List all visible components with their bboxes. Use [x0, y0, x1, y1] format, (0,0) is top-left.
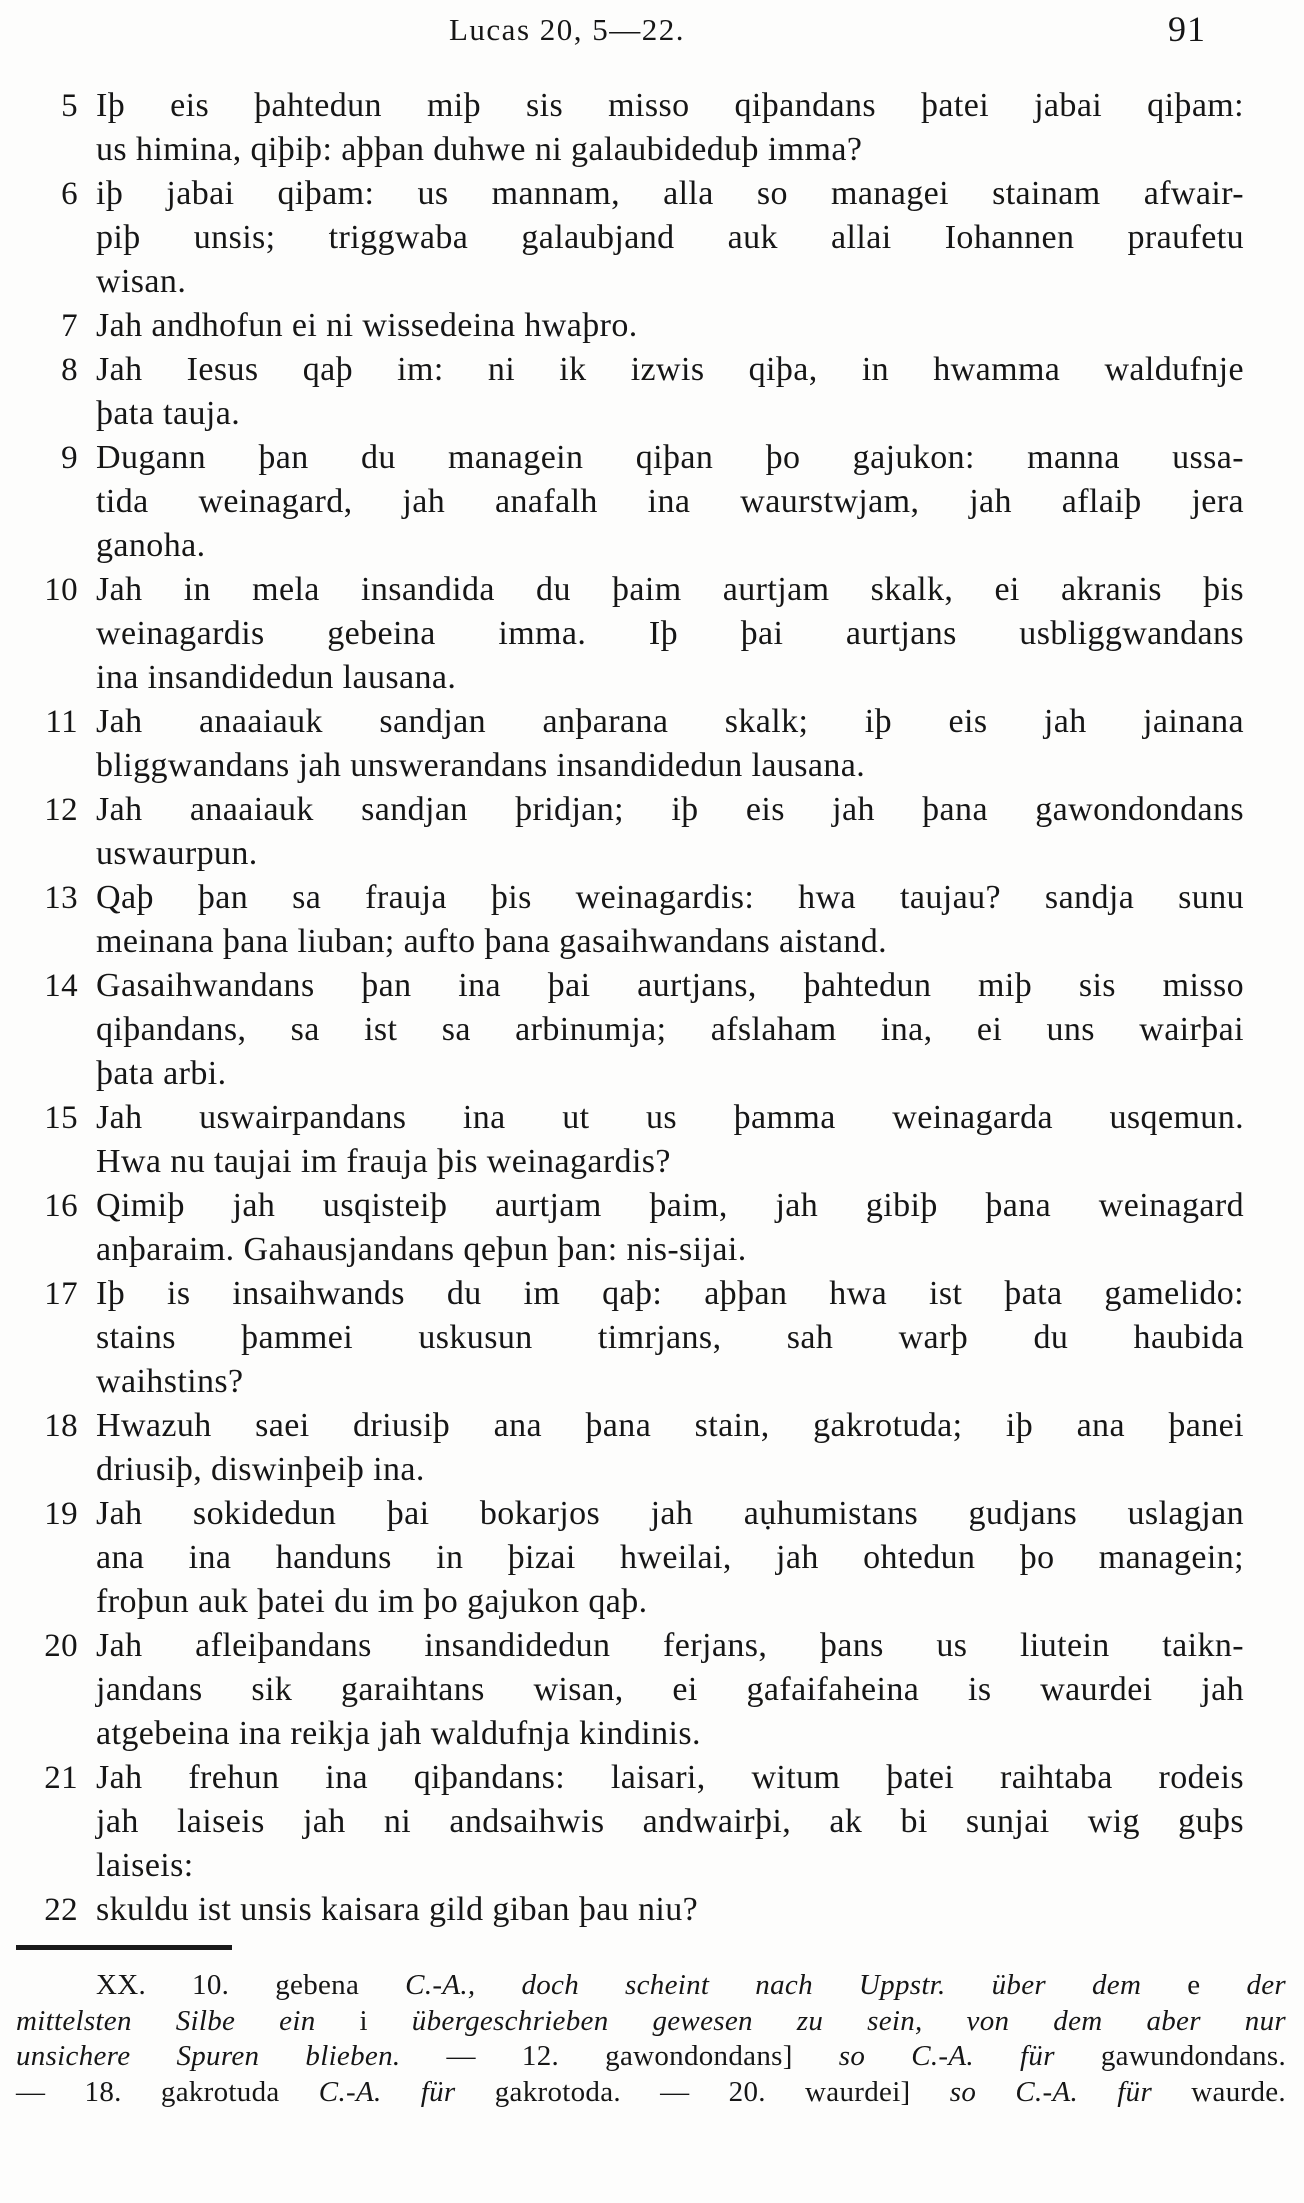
footnote-italic-segment: mittelsten Silbe ein	[16, 2004, 360, 2037]
verse-text	[96, 1404, 1244, 1492]
verse-number: 21	[44, 1760, 78, 1796]
verse-line: Qaþ þan sa frauja þis weinagardis: hwa taujau? sandja sunu	[96, 879, 1244, 916]
verse-number: 6	[61, 176, 78, 212]
verse-line: jandans sik garaihtans wisan, ei gafaifaheina is waurdei jah	[96, 1671, 1244, 1708]
verse-row	[22, 1888, 1244, 1932]
verse-text	[96, 876, 1244, 964]
verse-line: þata arbi.	[96, 1055, 227, 1092]
verse-row	[22, 348, 1244, 436]
verse-text	[96, 964, 1244, 1096]
verse-number: 19	[44, 1496, 78, 1532]
footnote-apparatus-block	[16, 1968, 1286, 2110]
verse-line: Jah anaaiauk sandjan þridjan; iþ eis jah þana gawondondans	[96, 791, 1244, 828]
verse-text	[96, 304, 1244, 348]
verse-line: Hwa nu taujai im frauja þis weinagardis?	[96, 1143, 671, 1180]
verse-line: weinagardis gebeina imma. Iþ þai aurtjans usbliggwandans	[96, 615, 1244, 652]
verse-row	[22, 304, 1244, 348]
verse-text	[96, 1624, 1244, 1756]
verse-line: qiþandans, sa ist sa arbinumja; afslaham ina, ei uns wairþai	[96, 1011, 1244, 1048]
page-heading: Lucas 20, 5—22.	[448, 12, 686, 47]
verse-row	[22, 1272, 1244, 1404]
footnote-roman-segment: — 12. gawondondans]	[400, 2040, 839, 2072]
verse-line: wisan.	[96, 263, 187, 300]
verse-number: 17	[44, 1276, 78, 1312]
footnote-line	[16, 2004, 1286, 2040]
footnote-roman-segment: — 18. gakrotuda	[16, 2075, 319, 2108]
verse-number: 16	[44, 1188, 78, 1224]
verse-line: atgebeina ina reikja jah waldufnja kindinis.	[96, 1715, 701, 1752]
verse-number: 11	[45, 704, 78, 740]
verse-line: Jah frehun ina qiþandans: laisari, witum þatei raihtaba rodeis	[96, 1759, 1244, 1796]
verse-line: Jah Iesus qaþ im: ni ik izwis qiþa, in hwamma waldufnje	[96, 351, 1244, 388]
verse-text	[96, 1756, 1244, 1888]
verse-line: laiseis:	[96, 1847, 194, 1884]
verse-row	[22, 1756, 1244, 1888]
verse-line: us himina, qiþiþ: aþþan duhwe ni galaubideduþ imma?	[96, 131, 863, 168]
verse-line: Iþ eis þahtedun miþ sis misso qiþandans þatei jabai qiþam:	[96, 87, 1244, 124]
verse-line: bliggwandans jah unswerandans insandidedun lausana.	[96, 747, 866, 784]
verse-line: Jah uswairpandans ina ut us þamma weinagarda usqemun.	[96, 1099, 1244, 1136]
verse-line: jah laiseis jah ni andsaihwis andwairþi, ak bi sunjai wig guþs	[96, 1803, 1244, 1840]
verse-line: Dugann þan du managein qiþan þo gajukon: manna ussa-	[96, 439, 1244, 476]
footnote-roman-segment: e	[1187, 1969, 1247, 2001]
footnote-line	[16, 2075, 1286, 2111]
footnote-italic-segment: C.-A. für	[318, 2075, 495, 2108]
footnote-italic-segment: so C.-A. für	[838, 2040, 1101, 2072]
verse-line: Jah afleiþandans insandidedun ferjans, þans us liutein taikn-	[96, 1627, 1244, 1664]
verse-line: ganoha.	[96, 527, 206, 564]
verse-row	[22, 84, 1244, 172]
verse-line: piþ unsis; triggwaba galaubjand auk allai Iohannen praufetu	[96, 219, 1244, 256]
verse-line: meinana þana liuban; aufto þana gasaihwandans aistand.	[96, 923, 888, 960]
verse-number: 7	[61, 308, 78, 344]
verse-row	[22, 1492, 1244, 1624]
verse-line: skuldu ist unsis kaisara gild giban þau niu?	[96, 1891, 699, 1928]
verse-number: 12	[44, 792, 78, 828]
verse-line: anþaraim. Gahausjandans qeþun þan: nis-sijai.	[96, 1231, 747, 1268]
verse-row	[22, 876, 1244, 964]
verse-row	[22, 1184, 1244, 1272]
verse-number: 14	[44, 968, 78, 1004]
verse-row	[22, 568, 1244, 700]
footnote-roman-segment: XX. 10. gebena	[96, 1969, 406, 2001]
verse-row	[22, 964, 1244, 1096]
footnote-italic-segment: C.-A., doch scheint nach Uppstr. über dem	[405, 1969, 1188, 2001]
footnote-italic-segment: unsichere Spuren blieben.	[16, 2040, 401, 2072]
verse-row	[22, 1404, 1244, 1492]
footnote-italic-segment: so C.-A. für	[949, 2075, 1192, 2108]
verse-line: tida weinagard, jah anafalh ina waurstwjam, jah aflaiþ jera	[96, 483, 1244, 520]
verse-number: 22	[44, 1892, 78, 1928]
verse-line: Jah sokidedun þai bokarjos jah aụhumistans gudjans uslagjan	[96, 1495, 1244, 1532]
verse-line: uswaurpun.	[96, 835, 258, 872]
verse-row	[22, 1096, 1244, 1184]
verse-line: iþ jabai qiþam: us mannam, alla so managei stainam afwair-	[96, 175, 1244, 212]
verse-number: 15	[44, 1100, 78, 1136]
verse-text	[96, 1888, 1244, 1932]
verse-text	[96, 1184, 1244, 1272]
verse-text	[96, 1096, 1244, 1184]
verse-number: 10	[44, 572, 78, 608]
verse-text	[96, 1492, 1244, 1624]
verse-text	[96, 436, 1244, 568]
verse-text	[96, 700, 1244, 788]
verse-number: 18	[44, 1408, 78, 1444]
verse-line: Gasaihwandans þan ina þai aurtjans, þahtedun miþ sis misso	[96, 967, 1244, 1004]
verse-number: 5	[61, 88, 78, 124]
verse-row	[22, 788, 1244, 876]
verse-number: 8	[61, 352, 78, 388]
verse-number: 9	[61, 440, 78, 476]
verse-text	[96, 1272, 1244, 1404]
footnote-line	[16, 1968, 1286, 2004]
page-number: 91	[1168, 9, 1206, 49]
verse-line: Iþ is insaihwands du im qaþ: aþþan hwa ist þata gamelido:	[96, 1275, 1244, 1312]
running-head	[0, 9, 1304, 62]
verse-line: Jah in mela insandida du þaim aurtjam skalk, ei akranis þis	[96, 571, 1244, 608]
footnote-roman-segment: waurde.	[1191, 2075, 1286, 2108]
verse-line: waihstins?	[96, 1363, 244, 1400]
verse-text	[96, 172, 1244, 304]
verse-line: driusiþ, diswinþeiþ ina.	[96, 1451, 425, 1488]
verse-row	[22, 436, 1244, 568]
verse-number: 20	[44, 1628, 78, 1664]
verse-line: Hwazuh saei driusiþ ana þana stain, gakrotuda; iþ ana þanei	[96, 1407, 1244, 1444]
verse-line: ana ina handuns in þizai hweilai, jah ohtedun þo managein;	[96, 1539, 1244, 1576]
footnote-italic-segment: übergeschrieben gewesen zu sein, von dem aber nur	[411, 2004, 1286, 2037]
verse-text	[96, 348, 1244, 436]
verse-row	[22, 172, 1244, 304]
verse-line: Jah anaaiauk sandjan anþarana skalk; iþ eis jah jainana	[96, 703, 1244, 740]
footnote-line	[16, 2039, 1286, 2075]
footnote-roman-segment: gakrotoda. — 20. waurdei]	[494, 2075, 950, 2108]
verse-line: stains þammei uskusun timrjans, sah warþ du haubida	[96, 1319, 1244, 1356]
verse-text	[96, 84, 1244, 172]
verse-line: Jah andhofun ei ni wissedeina hwaþro.	[96, 307, 638, 344]
verse-text	[96, 568, 1244, 700]
verse-line: Qimiþ jah usqisteiþ aurtjam þaim, jah gibiþ þana weinagard	[96, 1187, 1244, 1224]
verse-line: froþun auk þatei du im þo gajukon qaþ.	[96, 1583, 648, 1620]
verse-row	[22, 700, 1244, 788]
verse-line: þata tauja.	[96, 395, 241, 432]
footnote-roman-segment: gawundondans.	[1100, 2040, 1286, 2072]
footnote-roman-segment: i	[359, 2004, 412, 2037]
verse-row	[22, 1624, 1244, 1756]
footnote-separator-rule	[16, 1945, 232, 1950]
footnote-italic-segment: der	[1246, 1969, 1286, 2001]
verse-text-block	[22, 84, 1244, 1932]
verse-text	[96, 788, 1244, 876]
verse-number: 13	[44, 880, 78, 916]
verse-line: ina insandidedun lausana.	[96, 659, 457, 696]
